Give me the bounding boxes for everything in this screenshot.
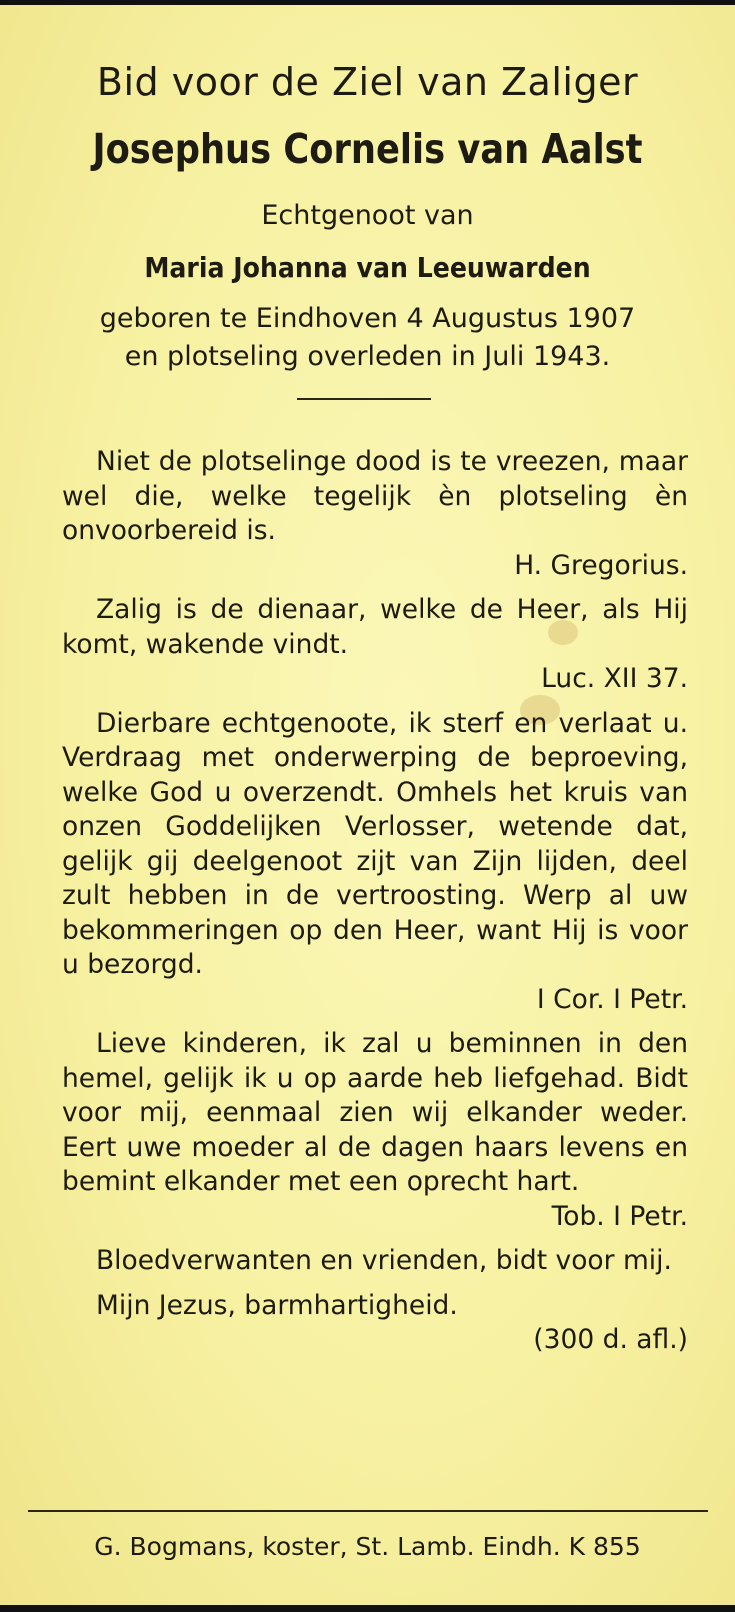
passage-text: Bloedverwanten en vrienden, bidt voor mij. xyxy=(96,1245,672,1276)
printer-imprint: G. Bogmans, koster, St. Lamb. Eindh. K 855 xyxy=(94,1532,641,1561)
divider xyxy=(297,398,431,400)
passages xyxy=(62,445,688,1368)
passage-text: Niet de plotselinge dood is te vreezen, maar wel die, welke tegelijk èn plotseling èn onvoorbereid is. xyxy=(62,446,688,546)
deceased-name: Josephus Cornelis van Aalst xyxy=(92,125,643,173)
passage-text: Mijn Jezus, barmhartigheid. xyxy=(96,1289,458,1321)
birth-line: geboren te Eindhoven 4 Augustus 1907 xyxy=(99,303,636,334)
spouse-intro: Echtgenoot van xyxy=(261,200,474,231)
spouse-name: Maria Johanna van Leeuwarden xyxy=(144,251,591,284)
passage-text: Dierbare echtgenoote, ik sterf en verlaat u. Verdraag met onderwerping de beproeving, welke God u overzendt. Omhels het kruis van onzen Goddelijken Verlosser, wetende dat, gelijk gij deelgenoot zijt van Zijn lijden, deel zult hebben in de vertroosting. Werp al uw bekommeringen op den Heer, want Hij is voor u bezorgd. xyxy=(62,707,688,980)
passage-reference: Luc. XII 37. xyxy=(541,663,688,694)
death-line: en plotseling overleden in Juli 1943. xyxy=(124,341,611,372)
passage-text: Zalig is de dienaar, welke de Heer, als Hij komt, wakende vindt. xyxy=(62,594,688,660)
footer-divider xyxy=(28,1510,708,1512)
passage-reference: Tob. I Petr. xyxy=(551,1200,688,1232)
passage-reference: (300 d. afl.) xyxy=(533,1324,688,1355)
passage-reference: I Cor. I Petr. xyxy=(536,983,688,1015)
passage-reference: H. Gregorius. xyxy=(514,549,688,581)
passage-text: Lieve kinderen, ik zal u beminnen in den hemel, gelijk ik u op aarde heb liefgehad. Bidt voor mij, eenmaal zien wij elkander weder. Eert uwe moeder al de dagen haars levens en bemint elkander met een oprecht hart. xyxy=(62,1028,688,1197)
prayer-heading: Bid voor de Ziel van Zaliger xyxy=(96,60,639,104)
memorial-card xyxy=(0,5,735,1605)
